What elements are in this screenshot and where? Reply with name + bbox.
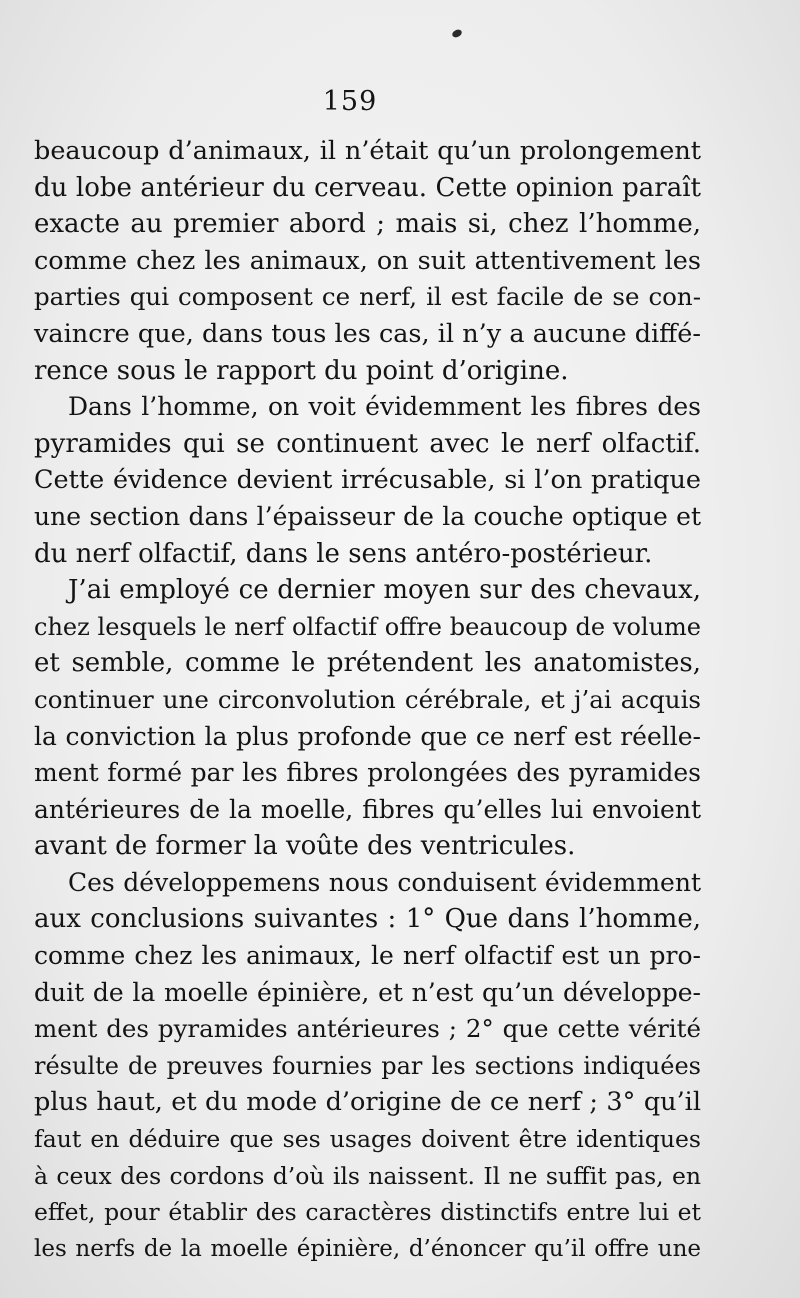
text-line: aux conclusions suivantes : 1° Que dans l’homme, xyxy=(34,904,701,935)
text-line: pyramides qui se continuent avec le nerf olfactif. xyxy=(34,428,701,459)
text-line: ment formé par les fibres prolongées des pyramides xyxy=(34,758,701,788)
text-line: continuer une circonvolution cérébrale, et j’ai acquis xyxy=(34,684,701,714)
text-line: du nerf olfactif, dans le sens antéro-postérieur. xyxy=(34,538,653,569)
text-line: chez lesquels le nerf olfactif offre beaucoup de volume xyxy=(34,612,701,641)
ink-spot xyxy=(451,28,463,39)
text-line: Ces développemens nous conduisent évidemment xyxy=(68,867,701,897)
text-line: beaucoup d’animaux, il n’était qu’un prolongement xyxy=(34,136,701,166)
text-line: avant de former la voûte des ventricules. xyxy=(34,831,576,862)
text-line: du lobe antérieur du cerveau. Cette opinion paraît xyxy=(34,172,701,203)
text-line: Cette évidence devient irrécusable, si l’on pratique xyxy=(34,465,701,496)
text-line: les nerfs de la moelle épinière, d’énoncer qu’il offre une xyxy=(34,1235,701,1262)
text-line: comme chez les animaux, on suit attentivement les xyxy=(34,245,701,276)
page-number: 159 xyxy=(322,86,378,117)
text-line: la conviction la plus profonde que ce nerf est réelle- xyxy=(34,721,701,751)
text-line: résulte de preuves fournies par les sections indiquées xyxy=(34,1051,701,1080)
text-line: duit de la moelle épinière, et n’est qu’un développe- xyxy=(34,977,701,1007)
text-line: faut en déduire que ses usages doivent être identiques xyxy=(34,1125,701,1154)
text-line: et semble, comme le prétendent les anatomistes, xyxy=(34,648,701,679)
text-line: plus haut, et du mode d’origine de ce nerf ; 3° qu’il xyxy=(34,1087,701,1118)
text-line: effet, pour établir des caractères distinctifs entre lui et xyxy=(34,1198,701,1227)
text-line: comme chez les animaux, le nerf olfactif est un pro- xyxy=(34,941,701,971)
text-line: vaincre que, dans tous les cas, il n’y a aucune diffé- xyxy=(34,318,701,349)
text-line: ment des pyramides antérieures ; 2° que cette vérité xyxy=(34,1014,701,1044)
text-line: exacte au premier abord ; mais si, chez l’homme, xyxy=(34,209,701,240)
text-line: rence sous le rapport du point d’origine. xyxy=(34,355,569,386)
text-line: une section dans l’épaisseur de la couche optique et xyxy=(34,501,701,531)
text-line: Dans l’homme, on voit évidemment les fibres des xyxy=(68,392,701,422)
text-line: parties qui composent ce nerf, il est facile de se con- xyxy=(34,282,701,312)
text-line: à ceux des cordons d’où ils naissent. Il ne suffit pas, en xyxy=(34,1161,701,1190)
text-line: antérieures de la moelle, fibres qu’elles lui envoient xyxy=(34,794,701,824)
body-text xyxy=(34,133,701,1267)
text-line: J’ai employé ce dernier moyen sur des chevaux, xyxy=(68,575,701,606)
